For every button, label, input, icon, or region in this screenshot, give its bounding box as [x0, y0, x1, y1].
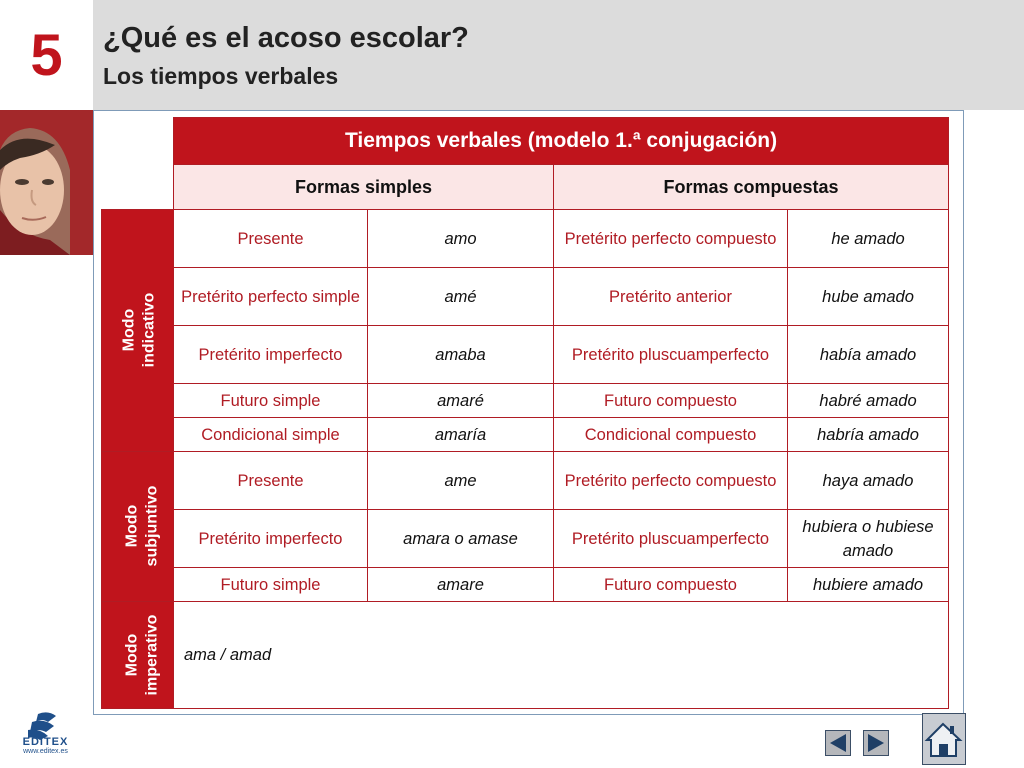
tense-name: Presente — [174, 452, 368, 510]
table-row — [102, 418, 949, 452]
verb-form: amaría — [368, 418, 554, 452]
mood-label: Modo indicativo — [120, 292, 158, 368]
table-row — [102, 326, 949, 384]
tense-name: Pretérito imperfecto — [174, 510, 368, 568]
verb-form: hubiere amado — [788, 568, 949, 602]
verb-form: amaré — [368, 384, 554, 418]
next-button[interactable] — [863, 730, 889, 756]
verb-form: haya amado — [788, 452, 949, 510]
header-band — [93, 0, 1024, 110]
table-row — [102, 210, 949, 268]
table-corner — [102, 165, 174, 210]
tense-name: Condicional compuesto — [554, 418, 788, 452]
verb-form: hubiera o hubiese amado — [788, 510, 949, 568]
mood-label: Modo imperativo — [123, 614, 161, 695]
tense-name: Condicional simple — [174, 418, 368, 452]
verb-form: habré amado — [788, 384, 949, 418]
tense-name: Pretérito perfecto compuesto — [554, 452, 788, 510]
unit-number-box — [0, 0, 93, 110]
editex-logo — [18, 710, 73, 760]
verb-form: amaba — [368, 326, 554, 384]
table-title: Tiempos verbales (modelo 1.ª conjugación) — [174, 118, 949, 165]
previous-button[interactable] — [825, 730, 851, 756]
logo-name: EDITEX — [22, 736, 69, 748]
verb-form: ame — [368, 452, 554, 510]
verb-form: amara o amase — [368, 510, 554, 568]
page-subtitle: Los tiempos verbales — [103, 63, 339, 89]
tense-name: Futuro simple — [174, 384, 368, 418]
column-header-compound: Formas compuestas — [554, 165, 949, 210]
verb-form: había amado — [788, 326, 949, 384]
table-row — [102, 568, 949, 602]
triangle-left-icon — [826, 731, 850, 755]
house-icon — [923, 714, 964, 763]
imperative-forms: ama / amad — [174, 602, 949, 709]
verb-form: amare — [368, 568, 554, 602]
tense-name: Futuro simple — [174, 568, 368, 602]
home-button[interactable] — [922, 713, 966, 765]
tense-name: Presente — [174, 210, 368, 268]
table-row — [102, 384, 949, 418]
tense-name: Pretérito imperfecto — [174, 326, 368, 384]
student-photo — [0, 110, 93, 255]
tense-name: Futuro compuesto — [554, 568, 788, 602]
table-row — [102, 268, 949, 326]
page-title: ¿Qué es el acoso escolar? — [103, 22, 469, 54]
table-row — [102, 510, 949, 568]
tense-name: Pretérito anterior — [554, 268, 788, 326]
verb-form: hube amado — [788, 268, 949, 326]
column-header-simple: Formas simples — [174, 165, 554, 210]
tense-name: Pretérito pluscuamperfecto — [554, 326, 788, 384]
verb-form: habría amado — [788, 418, 949, 452]
verb-form: amo — [368, 210, 554, 268]
logo-url: www.editex.es — [23, 748, 68, 755]
table-corner — [102, 118, 174, 165]
table-row — [102, 452, 949, 510]
mood-indicativo — [102, 210, 174, 452]
unit-number: 5 — [30, 22, 63, 88]
tense-name: Futuro compuesto — [554, 384, 788, 418]
mood-subjuntivo — [102, 452, 174, 602]
table-row — [102, 602, 949, 709]
mood-imperativo — [102, 602, 174, 709]
tense-name: Pretérito perfecto compuesto — [554, 210, 788, 268]
tense-name: Pretérito perfecto simple — [174, 268, 368, 326]
tense-name: Pretérito pluscuamperfecto — [554, 510, 788, 568]
verb-form: he amado — [788, 210, 949, 268]
triangle-right-icon — [864, 731, 888, 755]
mood-label: Modo subjuntivo — [123, 485, 161, 567]
verb-tense-table — [101, 117, 949, 709]
verb-form: amé — [368, 268, 554, 326]
